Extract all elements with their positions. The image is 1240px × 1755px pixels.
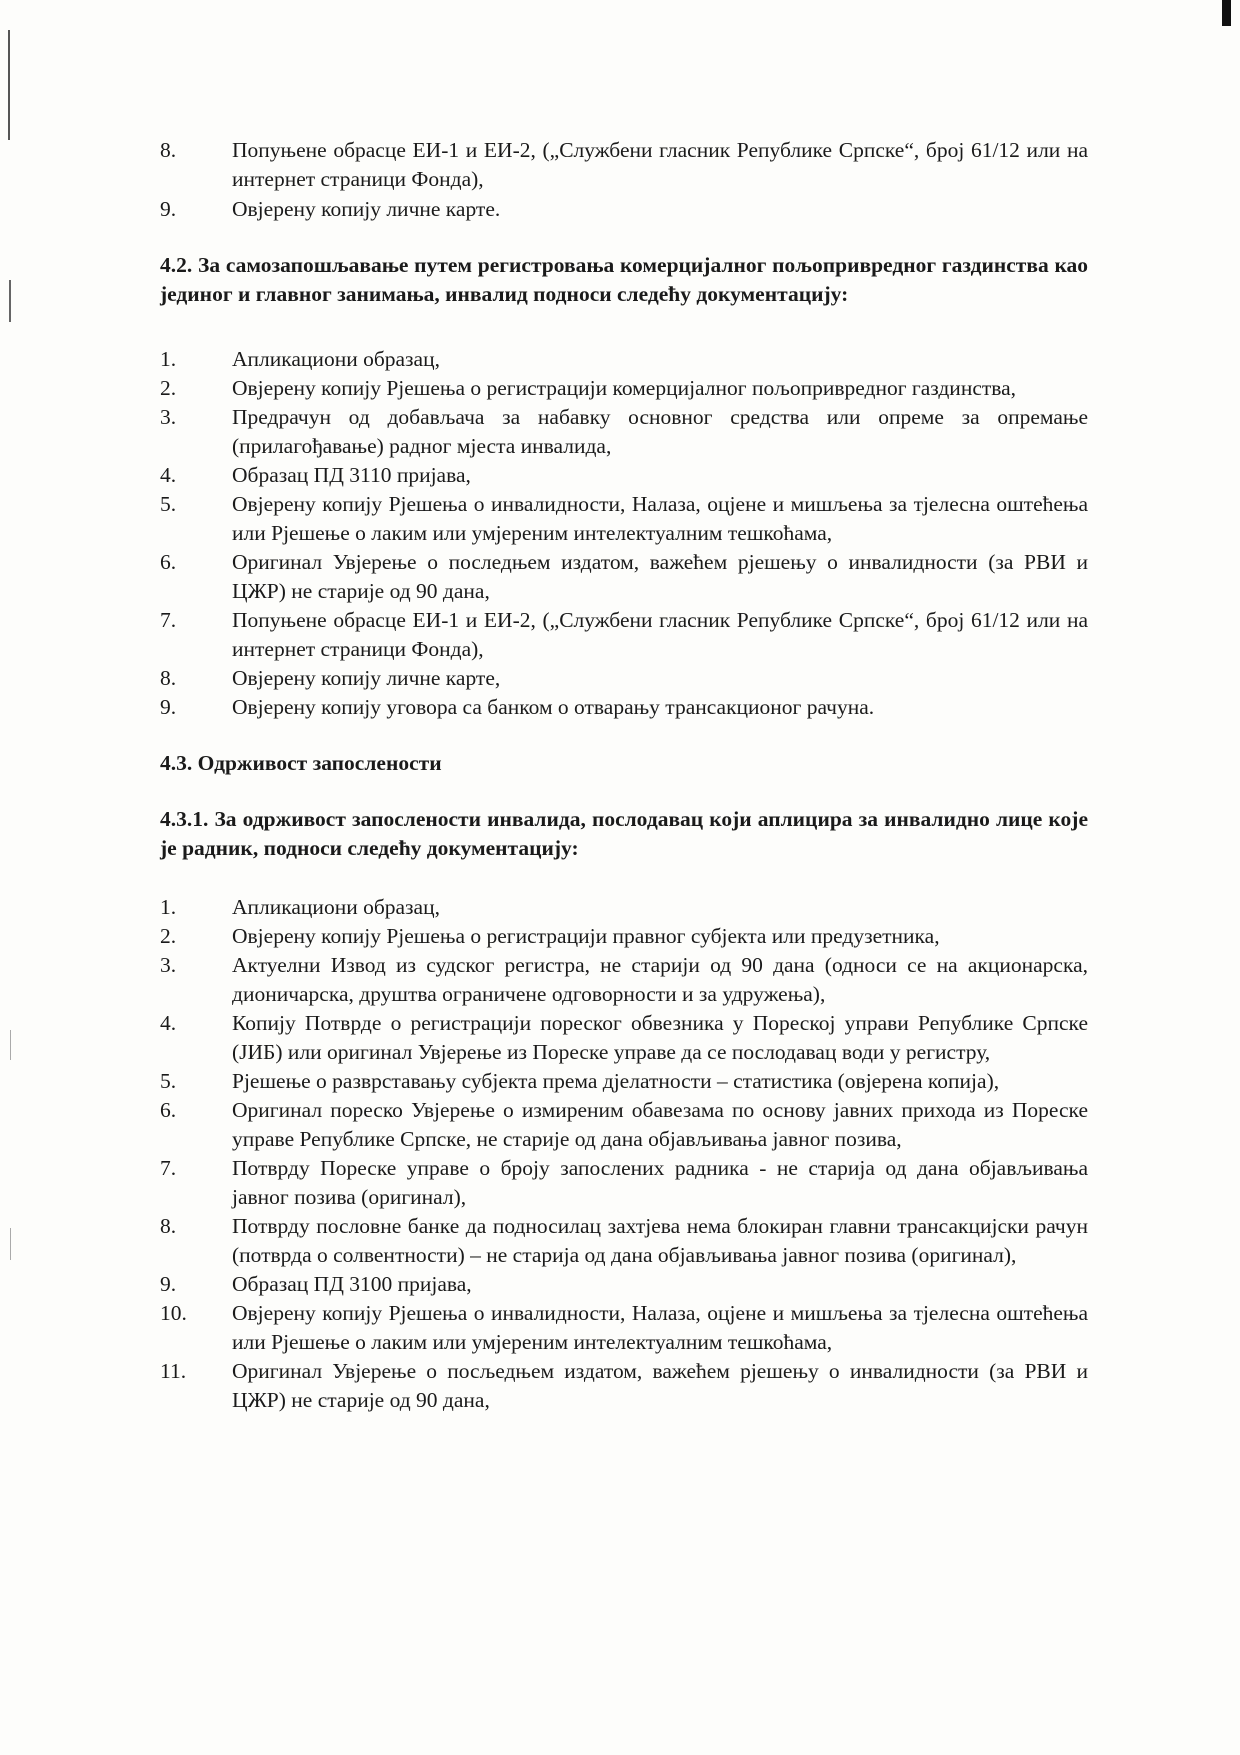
list-item-number: 2. xyxy=(160,376,177,400)
list-item xyxy=(160,374,1088,403)
list-item xyxy=(160,951,1088,1009)
scan-artifact xyxy=(10,1228,11,1260)
list-item-text: Апликациони образац, xyxy=(232,895,440,919)
list-item-text: Рјешење о разврставању субјекта према дјелатности – статистика (овјерена копија), xyxy=(232,1069,1000,1093)
list-item-text: Потврду пословне банке да подносилац захтјева нема блокиран главни трансакцијски рачун (потврда о солвентности) – не старија од дана објављивања јавног позива (оригинал), xyxy=(232,1214,1088,1267)
section-heading-4-3: 4.3. Одрживост запослености xyxy=(160,751,442,775)
list-item-text: Попуњене обрасце ЕИ-1 и ЕИ-2, („Службени гласник Републике Српске“, број 61/12 или на интернет страници Фонда), xyxy=(232,138,1088,191)
list-item-number: 6. xyxy=(160,1098,177,1122)
list-item-number: 5. xyxy=(160,492,177,516)
list-item xyxy=(160,461,1088,490)
list-section-4-2 xyxy=(160,345,1088,722)
list-item-number: 9. xyxy=(160,695,177,719)
list-item xyxy=(160,1270,1088,1299)
list-item-text: Овјерену копију Рјешења о регистрацији правног субјекта или предузетника, xyxy=(232,924,940,948)
list-item-text: Овјерену копију личне карте, xyxy=(232,666,501,690)
list-item xyxy=(160,922,1088,951)
list-item-number: 1. xyxy=(160,347,177,371)
list-item-number: 4. xyxy=(160,1011,177,1035)
list-item-number: 9. xyxy=(160,1272,177,1296)
list-item-text: Оригинал пореско Увјерење о измиреним обавезама по основу јавних прихода из Пореске управе Републике Српске, не старије од дана објављивања јавног позива, xyxy=(232,1098,1088,1151)
list-item xyxy=(160,136,1088,194)
list-item-text: Апликациони образац, xyxy=(232,347,440,371)
list-item xyxy=(160,1299,1088,1357)
list-item-number: 3. xyxy=(160,953,177,977)
list-item-number: 1. xyxy=(160,895,177,919)
list-item-number: 5. xyxy=(160,1069,177,1093)
list-item xyxy=(160,1096,1088,1154)
list-item xyxy=(160,1357,1088,1415)
list-item-text: Оригинал Увјерење о последњем издатом, важећем рјешењу о инвалидности (за РВИ и ЦЖР) не старије од 90 дана, xyxy=(232,550,1088,603)
list-item xyxy=(160,1067,1088,1096)
list-item xyxy=(160,693,1088,722)
list-item-number: 3. xyxy=(160,405,177,429)
list-item-number: 7. xyxy=(160,608,177,632)
list-item-number: 7. xyxy=(160,1156,177,1180)
list-item xyxy=(160,664,1088,693)
list-item-number: 10. xyxy=(160,1301,187,1325)
scan-artifact xyxy=(1222,0,1231,26)
list-item-text: Овјерену копију Рјешења о инвалидности, Налаза, оцјене и мишљења за тјелесна оштећења или Рјешење о лаким или умјереним интелектуалним тешкоћама, xyxy=(232,1301,1088,1354)
list-section-4-3-1 xyxy=(160,893,1088,1415)
list-item-text: Оригинал Увјерење о посљедњем издатом, важећем рјешењу о инвалидности (за РВИ и ЦЖР) не старије од 90 дана, xyxy=(232,1359,1088,1412)
list-continuation xyxy=(160,136,1088,224)
list-item-number: 8. xyxy=(160,1214,177,1238)
document-content xyxy=(160,0,1088,1415)
list-item xyxy=(160,606,1088,664)
list-item-number: 4. xyxy=(160,463,177,487)
section-heading-4-2: 4.2. За самозапошљавање путем регистровања комерцијалног пољопривредног газдинства као јединог и главног занимања, инвалид подноси следећу документацију: xyxy=(160,253,1088,306)
list-item xyxy=(160,548,1088,606)
list-item xyxy=(160,345,1088,374)
scan-artifact xyxy=(9,280,11,322)
list-item-text: Потврду Пореске управе о броју запослених радника - не старија од дана објављивања јавног позива (оригинал), xyxy=(232,1156,1088,1209)
list-item-number: 8. xyxy=(160,138,177,162)
scan-artifact xyxy=(8,30,10,140)
list-item-text: Образац ПД 3100 пријава, xyxy=(232,1272,472,1296)
list-item xyxy=(160,1154,1088,1212)
scan-artifact xyxy=(10,1030,11,1060)
list-item xyxy=(160,195,1088,224)
list-item-text: Овјерену копију Рјешења о инвалидности, Налаза, оцјене и мишљења за тјелесна оштећења или Рјешење о лаким или умјереним интелектуалним тешкоћама, xyxy=(232,492,1088,545)
list-item-text: Овјерену копију личне карте. xyxy=(232,197,501,221)
list-item xyxy=(160,403,1088,461)
list-item-number: 11. xyxy=(160,1359,187,1383)
list-item-text: Овјерену копију Рјешења о регистрацији комерцијалног пољопривредног газдинства, xyxy=(232,376,1017,400)
section-heading-4-3-1: 4.3.1. За одрживост запослености инвалида, послодавац који аплицира за инвалидно лице које је радник, подноси следећу документацију: xyxy=(160,807,1088,860)
list-item-number: 8. xyxy=(160,666,177,690)
list-item xyxy=(160,490,1088,548)
list-item-number: 2. xyxy=(160,924,177,948)
list-item-text: Овјерену копију уговора са банком о отварању трансакционог рачуна. xyxy=(232,695,875,719)
list-item-text: Попуњене обрасце ЕИ-1 и ЕИ-2, („Службени гласник Републике Српске“, број 61/12 или на интернет страници Фонда), xyxy=(232,608,1088,661)
list-item-text: Образац ПД 3110 пријава, xyxy=(232,463,471,487)
list-item-number: 6. xyxy=(160,550,177,574)
list-item-text: Актуелни Извод из судског регистра, не старији од 90 дана (односи се на акционарска, дионичарска, друштва ограничене одговорности и за удружења), xyxy=(232,953,1088,1006)
list-item-text: Копију Потврде о регистрацији пореског обвезника у Пореској управи Републике Српске (ЈИБ) или оригинал Увјерење из Пореске управе да се послодавац води у регистру, xyxy=(232,1011,1088,1064)
list-item xyxy=(160,1212,1088,1270)
list-item xyxy=(160,893,1088,922)
list-item xyxy=(160,1009,1088,1067)
list-item-number: 9. xyxy=(160,197,177,221)
list-item-text: Предрачун од добављача за набавку основног средства или опреме за опремање (прилагођавање) радног мјеста инвалида, xyxy=(232,405,1088,458)
